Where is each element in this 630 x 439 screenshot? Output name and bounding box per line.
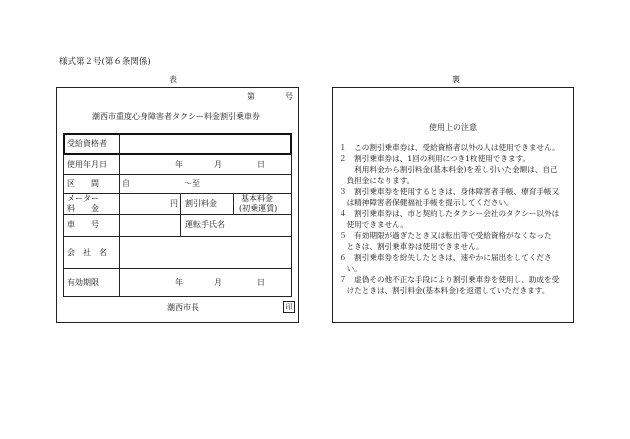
mayor-label: 潮西市長 [167, 303, 199, 312]
ticket-number-label: 第 [247, 92, 255, 101]
section-from: 自 [122, 179, 130, 188]
table-right-border [291, 155, 292, 296]
fare-divider [233, 193, 234, 214]
expiry-day: 日 [257, 278, 265, 287]
note-line: ときは、割引乗車券は使用できません。 [339, 242, 484, 251]
note-line: ５ 有効期限が過ぎたとき又は転出等で受給資格がなくなった [339, 231, 552, 240]
note-line: 負担金になります。 [339, 176, 415, 185]
note-line: 使用できません。 [339, 220, 408, 229]
row-line [63, 214, 292, 215]
meter-fare-label-1: メーター [67, 194, 99, 203]
base-fare-label-2: (初乗運賃) [239, 204, 278, 213]
expiry-year: 年 [175, 278, 183, 287]
vehicle-no-label: 車 号 [67, 220, 99, 229]
row-line [63, 174, 292, 175]
note-line: は精神障害者保健福祉手帳を提示してください。 [339, 198, 514, 207]
note-line: けたときは、割引料金(基本料金)を返還していただきます。 [339, 286, 550, 295]
base-fare-label-1: 基本料金 [241, 194, 273, 203]
table-left-border [63, 155, 64, 296]
note-line: ４ 割引乗車券は、市と契約したタクシー会社のタクシー以外は [339, 209, 560, 218]
driver-label: 運転手氏名 [185, 220, 225, 229]
seal-box: 印 [283, 301, 295, 313]
meter-fare-yen: 円 [170, 199, 178, 208]
section-to: ～至 [184, 179, 200, 188]
ticket-number-suffix: 号 [285, 92, 293, 101]
note-line: ７ 虚偽その他不正な手段により割引乗車券を使用し、助成を受 [339, 275, 560, 284]
form-number: 様式第２号(第６条関係) [59, 57, 151, 67]
ticket-title: 潮西市重度心身障害者タクシー料金割引乗車券 [92, 112, 260, 121]
note-line: ３ 割引乗車券を使用するときは、身体障害者手帳、療育手帳又 [339, 187, 560, 196]
meter-fare-label-2: 料 金 [67, 204, 99, 213]
expiry-label: 有効期限 [67, 278, 99, 287]
fare-divider [180, 193, 181, 236]
row-line [63, 236, 292, 237]
recipient-label: 受給資格者 [67, 139, 107, 148]
expiry-month: 月 [214, 278, 222, 287]
use-date-day: 日 [257, 160, 265, 169]
company-label: 会 社 名 [67, 248, 107, 257]
notes-title: 使用上の注意 [429, 123, 477, 132]
use-date-year: 年 [175, 160, 183, 169]
note-line: １ この割引乗車券は、受給資格者以外の人は使用できません。 [339, 143, 560, 152]
discount-label: 割引料金 [185, 199, 217, 208]
row-line [63, 296, 292, 297]
row-line [63, 268, 292, 269]
section-label: 区 間 [67, 179, 99, 188]
note-line: ６ 割引乗車券を紛失したときは、速やかに届出をしてくださ [339, 253, 552, 262]
note-line: い。 [339, 264, 362, 273]
note-line: ２ 割引乗車券は、1回の利用につき1枚使用できます。 [339, 154, 531, 163]
note-line: 利用料金から割引料金(基本料金)を差し引いた金額は、自己 [339, 165, 558, 174]
back-heading: 裏 [452, 75, 460, 84]
use-date-month: 月 [214, 160, 222, 169]
use-date-label: 使用年月日 [67, 160, 107, 169]
front-heading: 表 [169, 75, 177, 84]
